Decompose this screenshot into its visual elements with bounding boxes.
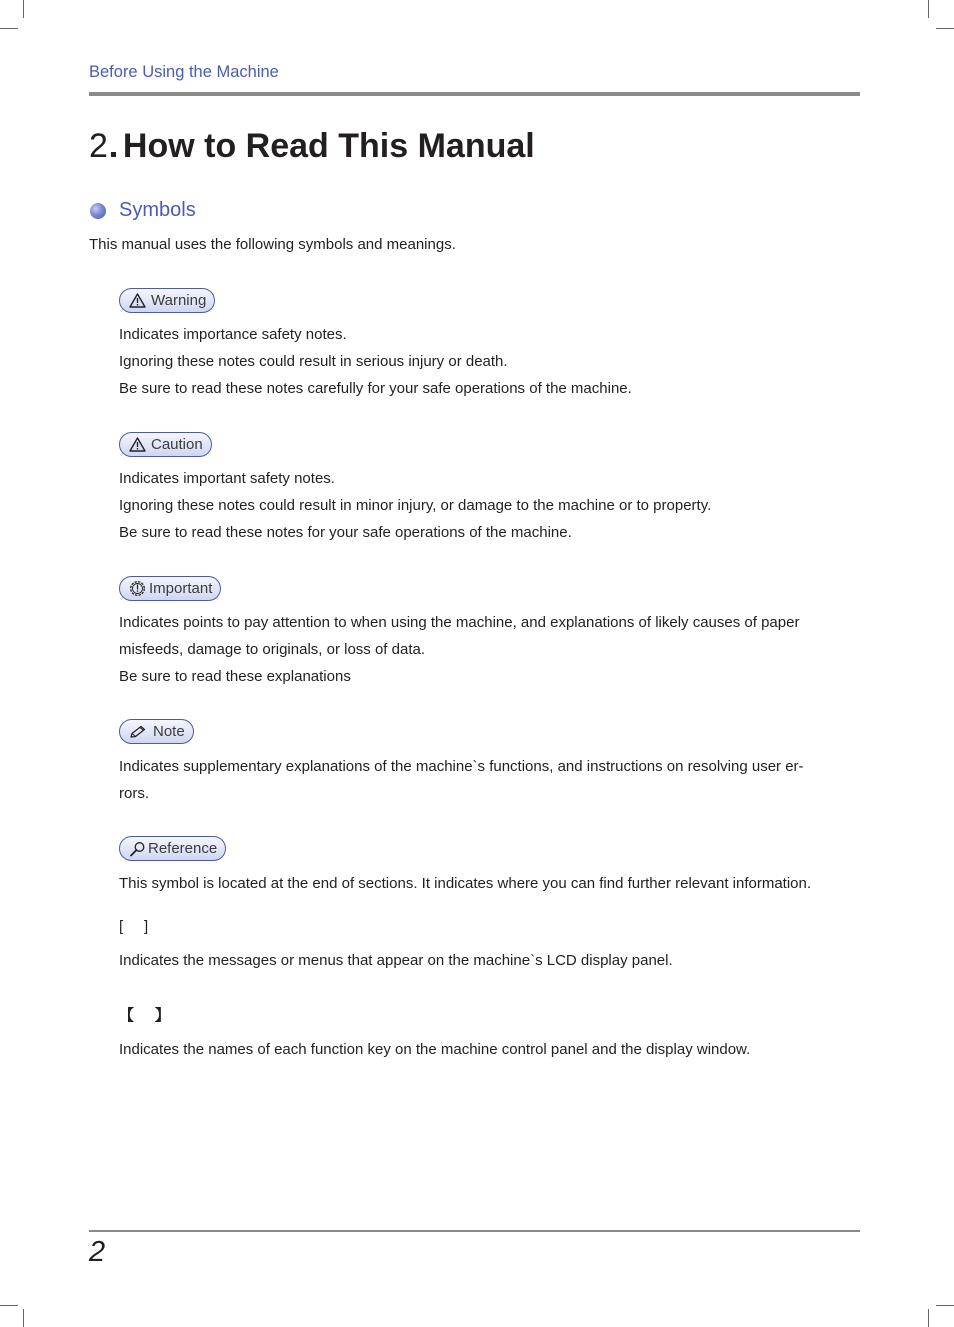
bold-bracket-symbol: 【 】 (119, 1007, 170, 1024)
chapter-number: 2 (89, 127, 108, 165)
reference-label: Reference (148, 840, 218, 857)
warning-label: Warning (151, 292, 207, 309)
warning-triangle-icon (129, 293, 146, 308)
important-label: Important (149, 580, 213, 597)
text-line: Be sure to read these explanations (119, 668, 351, 685)
crop-mark (928, 1309, 929, 1327)
text-line: Be sure to read these notes for your safe operations of the machine. (119, 524, 572, 541)
important-description (119, 609, 854, 690)
text-line: Indicates supplementary explanations of the machine`s functions, and instructions on resolving user er- (119, 758, 804, 775)
caution-badge (119, 432, 212, 457)
important-gear-icon (129, 580, 146, 597)
note-badge (119, 719, 194, 744)
text-line: misfeeds, damage to originals, or loss of data. (119, 641, 425, 658)
text-line: Indicates the messages or menus that appear on the machine`s LCD display panel. (119, 952, 673, 969)
square-bracket-symbol: [ ] (119, 918, 149, 935)
crop-mark (936, 28, 954, 29)
page-number: 2 (89, 1236, 106, 1268)
text-line: rors. (119, 785, 149, 802)
magnifier-icon (129, 841, 146, 857)
running-header: Before Using the Machine (89, 63, 279, 81)
text-line: Indicates points to pay attention to when using the machine, and explanations of likely causes of paper (119, 614, 800, 631)
text-line: Indicates importance safety notes. (119, 326, 347, 343)
crop-mark (23, 1309, 24, 1327)
section-title: Symbols (119, 199, 196, 221)
crop-mark (23, 0, 24, 18)
sphere-bullet-icon (90, 203, 106, 219)
caution-label: Caution (151, 436, 203, 453)
text-line: Be sure to read these notes carefully for your safe operations of the machine. (119, 380, 632, 397)
chapter-dot (111, 152, 116, 157)
note-label: Note (153, 723, 185, 740)
text-line: Indicates the names of each function key on the machine control panel and the display window. (119, 1041, 751, 1058)
warning-badge (119, 288, 215, 313)
crop-mark (0, 1305, 18, 1306)
caution-triangle-icon (129, 437, 146, 452)
chapter-title-text: How to Read This Manual (122, 127, 535, 165)
text-line: Indicates important safety notes. (119, 470, 335, 487)
chapter-title (89, 127, 535, 166)
crop-mark (928, 0, 929, 18)
bold-bracket-description (119, 1036, 854, 1063)
crop-mark (0, 28, 18, 29)
caution-description (119, 465, 854, 546)
reference-description (119, 870, 854, 897)
text-line: Ignoring these notes could result in serious injury or death. (119, 353, 508, 370)
square-bracket-description (119, 947, 854, 974)
note-description (119, 753, 854, 807)
text-line: This symbol is located at the end of sections. It indicates where you can find further relevant information. (119, 875, 812, 892)
text-line: Ignoring these notes could result in minor injury, or damage to the machine or to property. (119, 497, 712, 514)
warning-description (119, 321, 854, 402)
pencil-icon (129, 725, 147, 739)
reference-badge (119, 836, 226, 861)
crop-mark (936, 1305, 954, 1306)
important-badge (119, 576, 221, 601)
header-rule (89, 92, 860, 96)
footer-rule (89, 1230, 860, 1232)
section-heading (90, 199, 196, 222)
section-intro: This manual uses the following symbols and meanings. (89, 236, 456, 253)
